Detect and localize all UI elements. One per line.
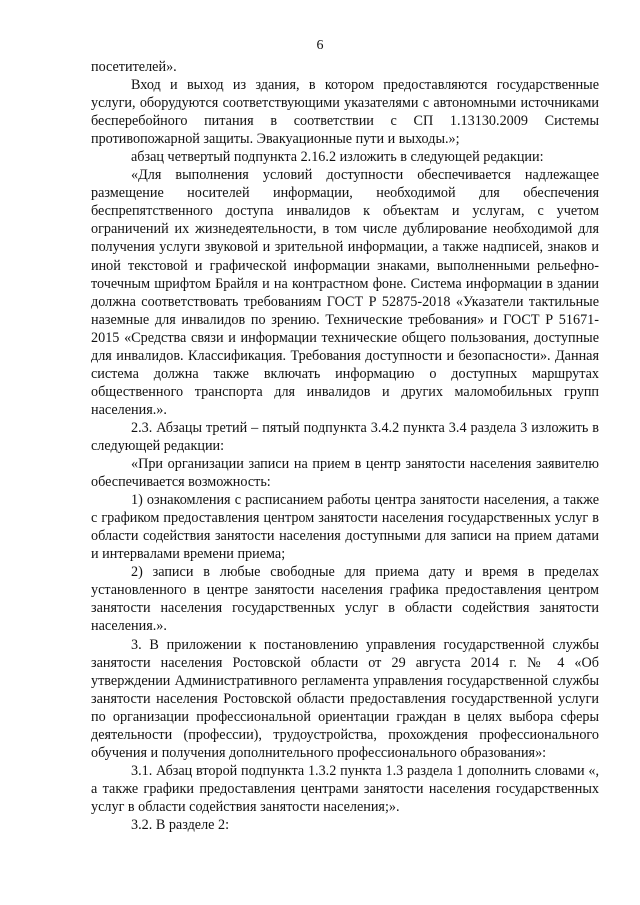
document-body (91, 58, 599, 834)
paragraph: посетителей». (91, 59, 177, 75)
page-number: 6 (316, 38, 324, 53)
paragraph: Вход и выход из здания, в котором предоставляются государственные услуги, оборудуются соответствующими указателями с автономными источниками бесперебойного питания в соответствии с СП 1.13130.2009 Системы противопожарной защиты. Эвакуационные пути и выходы.»; (91, 77, 599, 148)
paragraph: 3.2. В разделе 2: (131, 816, 230, 833)
paragraph: 3. В приложении к постановлению управления государственной службы занятости населения Ростовской области от 29 августа 2014 г. № 4 «Об утверждении Административного регламента управления государственной службы занятости населения Ростовской области предоставления государственной услуги по организации профессиональной ориентации граждан в целях выбора сферы деятельности (профессии), трудоустройства, прохождения профессионального обучения и получения дополнительного профессионального образования»: (91, 636, 599, 761)
paragraph: 2) записи в любые свободные для приема дату и время в пределах установленного в центре занятости населения графика предоставления центром занятости населения государственных услуг в области содействия занятости населения.». (91, 564, 599, 635)
paragraph: 3.1. Абзац второй подпункта 1.3.2 пункта 1.3 раздела 1 дополнить словами «, а также графики предоставления центрами занятости населения государственных услуг в области содействия занятости населения;». (91, 762, 599, 815)
paragraph: «Для выполнения условий доступности обеспечивается надлежащее размещение носителей информации, необходимой для обеспечения беспрепятственного доступа инвалидов к объектам и услугам, с учетом ограничений их жизнедеятельности, в том числе дублирование необходимой для получения услуги звуковой и зрительной информации, а также надписей, знаков и иной текстовой и графической информации знаками, выполненными рельефно-точечным шрифтом Брайля и на контрастном фоне. Система информации в здании должна соответствовать требованиям ГОСТ Р 52875-2018 «Указатели тактильные наземные для инвалидов по зрению. Технические требования» и ГОСТ Р 51671-2015 «Средства связи и информации технические общего пользования, доступные для инвалидов. Классификация. Требования доступности и безопасности». Данная система должна также включать информацию о доступных маршрутах общественного транспорта для инвалидов и других маломобильных групп населения.». (91, 167, 599, 418)
paragraph: 2.3. Абзацы третий – пятый подпункта 3.4.2 пункта 3.4 раздела 3 изложить в следующей редакции: (91, 419, 599, 454)
paragraph: 1) ознакомления с расписанием работы центра занятости населения, а также с графиком предоставления центром занятости населения государственных услуг в области содействия занятости населения доступными для записи на прием датами и интервалами времени приема; (91, 492, 599, 563)
paragraph: абзац четвертый подпункта 2.16.2 изложить в следующей редакции: (131, 149, 544, 166)
paragraph: «При организации записи на прием в центр занятости населения заявителю обеспечивается возможность: (91, 456, 599, 491)
